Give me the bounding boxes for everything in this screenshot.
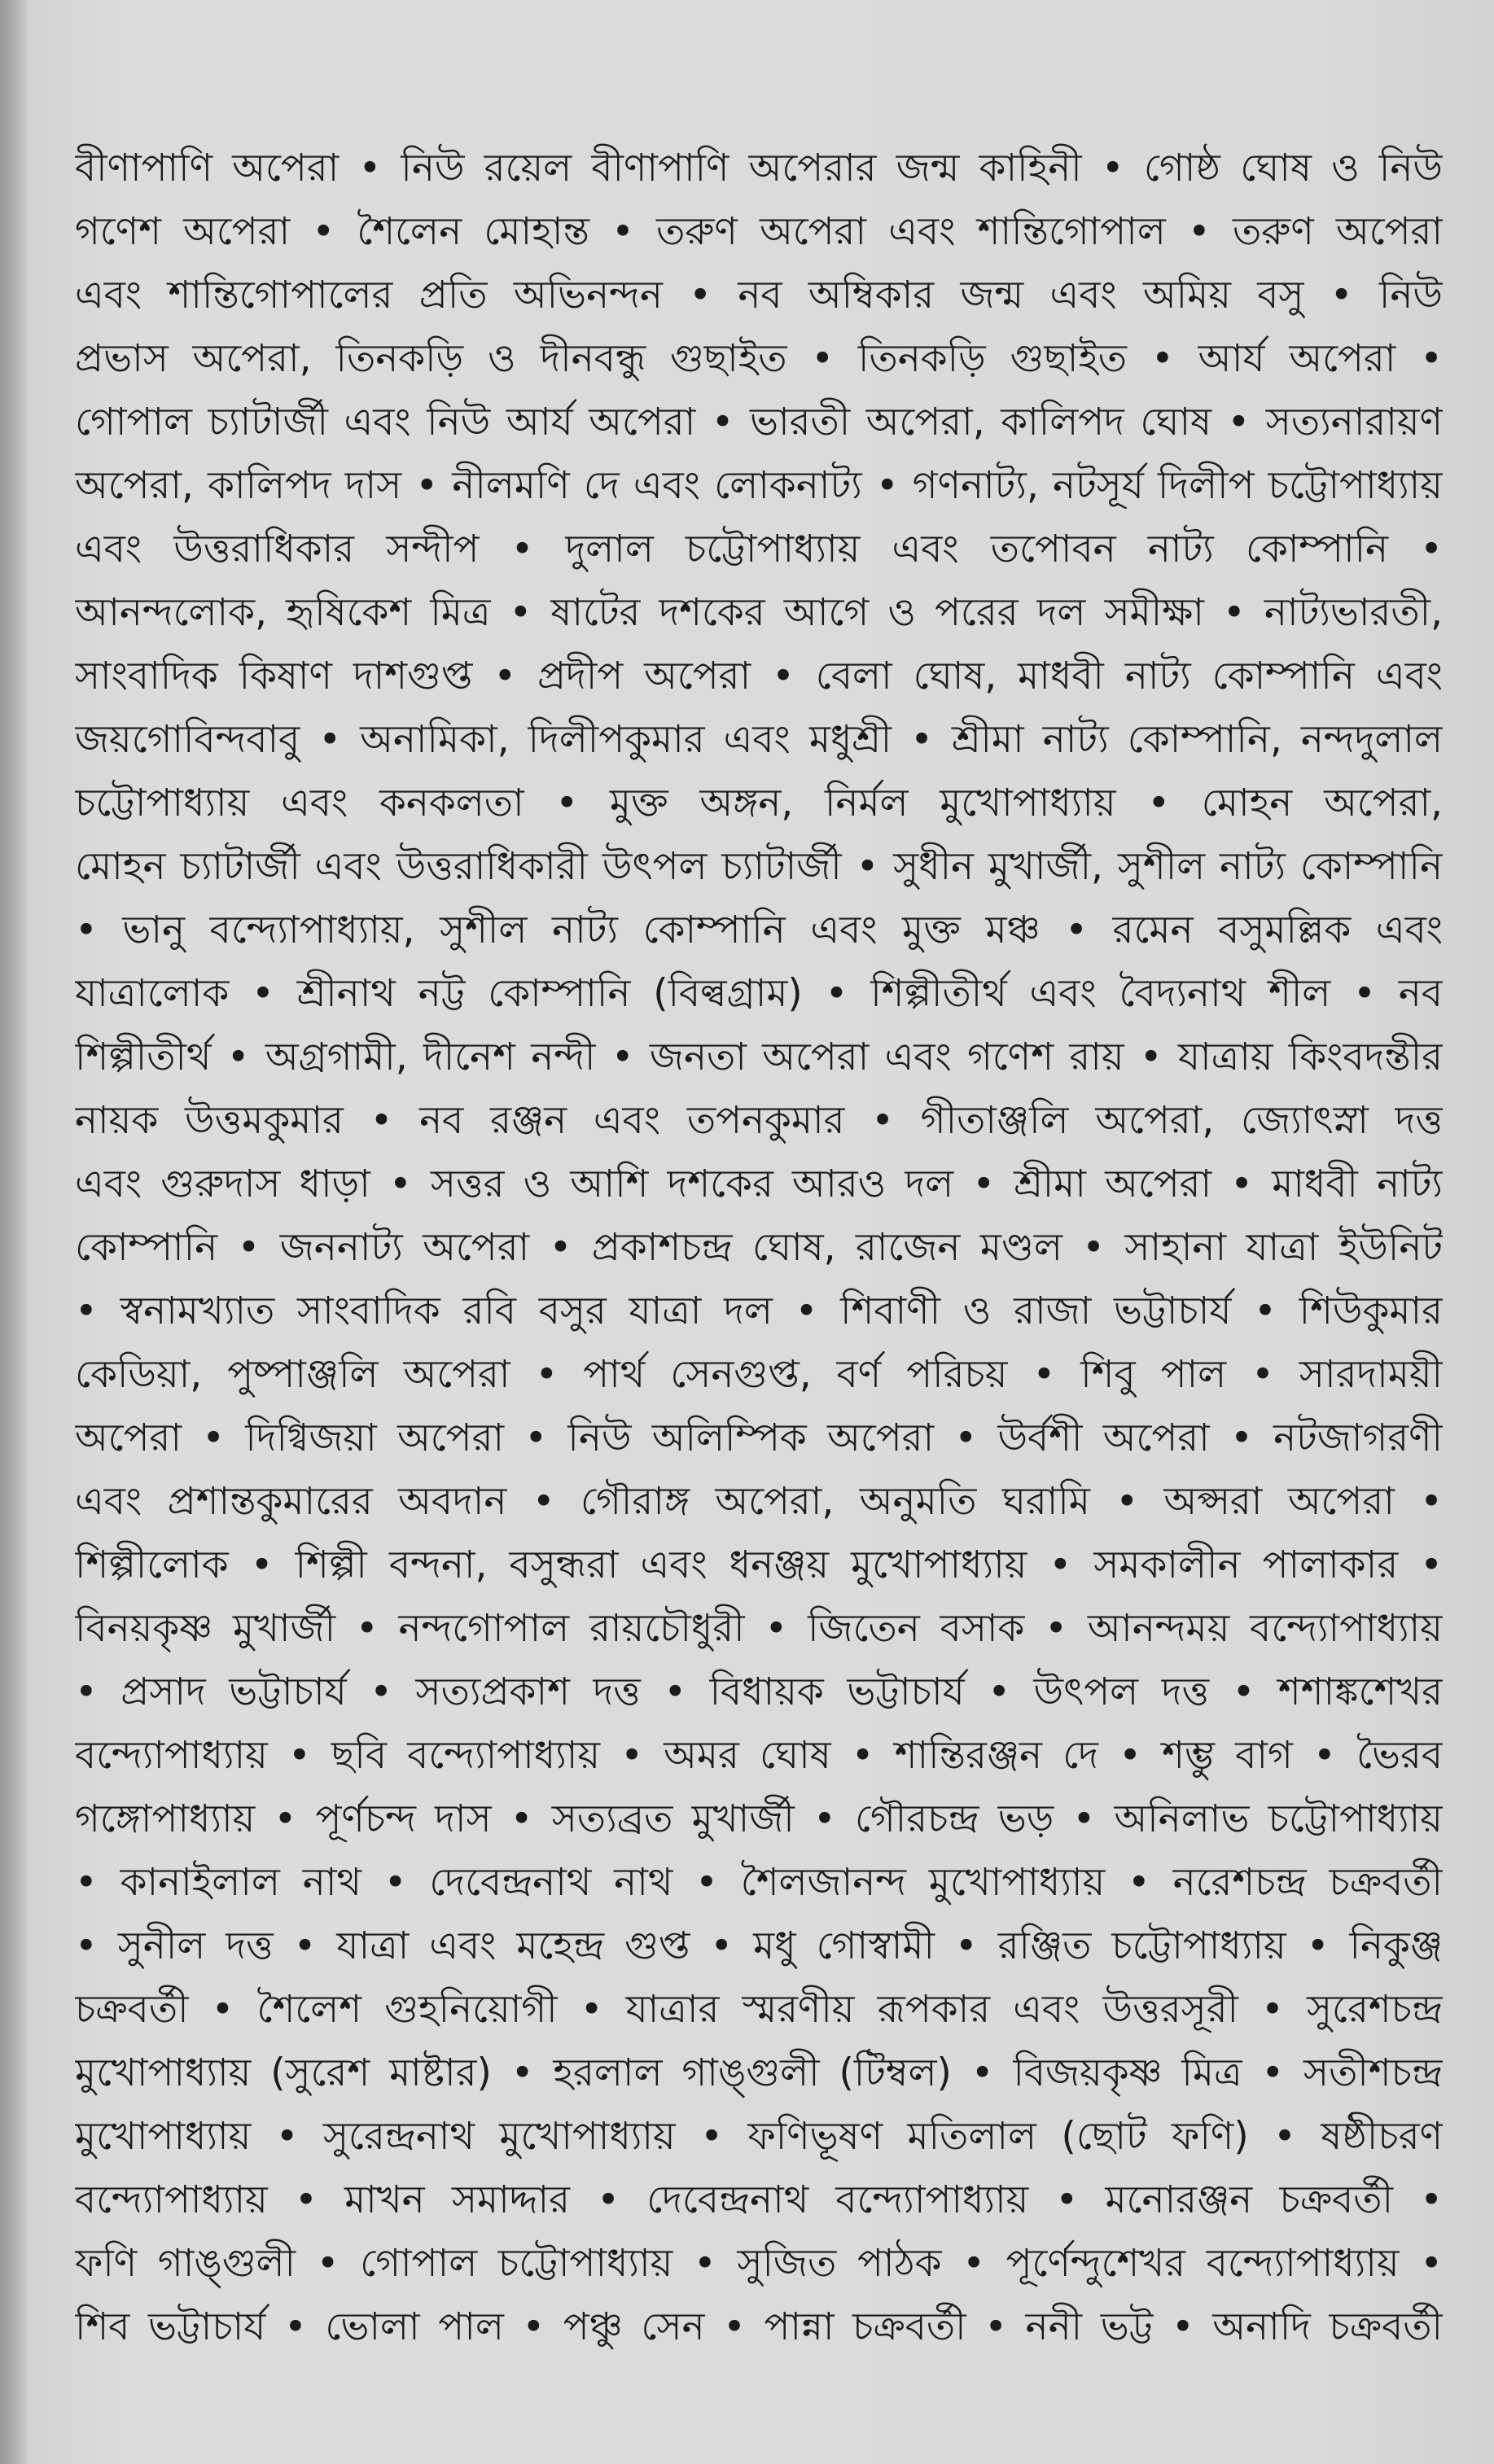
text-line: যাত্রালোক • শ্রীনাথ নট্ট কোম্পানি (বিল্বগ্রাম) • শিল্পীতীর্থ এবং বৈদ্যনাথ শীল • নব	[75, 971, 1443, 1016]
text-line: মুখোপাধ্যায় (সুরেশ মাষ্টার) • হরলাল গাঙ্গুলী (টিম্বল) • বিজয়কৃষ্ণ মিত্র • সতীশচন্দ্র	[75, 2050, 1443, 2095]
text-line: গঙ্গোপাধ্যায় • পূর্ণচন্দ দাস • সত্যব্রত মুখার্জী • গৌরচন্দ্র ভড় • অনিলাভ চট্টোপাধ্যায়	[75, 1797, 1443, 1841]
text-line: এবং উত্তরাধিকার সন্দীপ • দুলাল চট্টোপাধ্যায় এবং তপোবন নাট্য কোম্পানি •	[75, 527, 1443, 571]
text-line: চট্টোপাধ্যায় এবং কনকলতা • মুক্ত অঙ্গন, নির্মল মুখোপাধ্যায় • মোহন অপেরা,	[75, 781, 1443, 825]
text-line: • কানাইলাল নাথ • দেবেন্দ্রনাথ নাথ • শৈলজানন্দ মুখোপাধ্যায় • নরেশচন্দ্র চক্রবর্তী	[75, 1860, 1443, 1905]
text-line: ফণি গাঙ্গুলী • গোপাল চট্টোপাধ্যায় • সুজিত পাঠক • পূর্ণেন্দুশেখর বন্দ্যোপাধ্যায় •	[75, 2241, 1443, 2286]
text-line: শিল্পীলোক • শিল্পী বন্দনা, বসুন্ধরা এবং ধনঞ্জয় মুখোপাধ্যায় • সমকালীন পালাকার •	[75, 1543, 1443, 1587]
text-line: বন্দ্যোপাধ্যায় • মাখন সমাদ্দার • দেবেন্দ্রনাথ বন্দ্যোপাধ্যায় • মনোরঞ্জন চক্রবর্তী •	[75, 2177, 1443, 2222]
text-line: সাংবাদিক কিষাণ দাশগুপ্ত • প্রদীপ অপেরা • বেলা ঘোষ, মাধবী নাট্য কোম্পানি এবং	[75, 654, 1443, 698]
text-line: বিনয়কৃষ্ণ মুখার্জী • নন্দগোপাল রায়চৌধুরী • জিতেন বসাক • আনন্দময় বন্দ্যোপাধ্যায়	[75, 1606, 1443, 1651]
text-line: • সুনীল দত্ত • যাত্রা এবং মহেন্দ্র গুপ্ত • মধু গোস্বামী • রঞ্জিত চট্টোপাধ্যায় • নিকুঞ্জ	[75, 1923, 1443, 1968]
text-line: • ভানু বন্দ্যোপাধ্যায়, সুশীল নাট্য কোম্পানি এবং মুক্ত মঞ্চ • রমেন বসুমল্লিক এবং	[75, 908, 1443, 952]
text-line: প্রভাস অপেরা, তিনকড়ি ও দীনবন্ধু গুছাইত • তিনকড়ি গুছাইত • আর্য অপেরা •	[75, 336, 1443, 381]
text-line: এবং শান্তিগোপালের প্রতি অভিনন্দন • নব অম্বিকার জন্ম এবং অমিয় বসু • নিউ	[75, 273, 1443, 317]
text-line: অপেরা • দিগ্বিজয়া অপেরা • নিউ অলিম্পিক অপেরা • উর্বশী অপেরা • নটজাগরণী	[75, 1416, 1443, 1460]
text-line: আনন্দলোক, হৃষিকেশ মিত্র • ষাটের দশকের আগে ও পরের দল সমীক্ষা • নাট্যভারতী,	[75, 590, 1443, 635]
text-line: মোহন চ্যাটার্জী এবং উত্তরাধিকারী উৎপল চ্যাটার্জী • সুধীন মুখার্জী, সুশীল নাট্য কোম্পানি	[75, 844, 1443, 889]
text-line: কোম্পানি • জননাট্য অপেরা • প্রকাশচন্দ্র ঘোষ, রাজেন মণ্ডল • সাহানা যাত্রা ইউনিট	[75, 1225, 1443, 1270]
text-line: গণেশ অপেরা • শৈলেন মোহান্ত • তরুণ অপেরা এবং শান্তিগোপাল • তরুণ অপেরা	[75, 209, 1443, 254]
text-line: বীণাপাণি অপেরা • নিউ রয়েল বীণাপাণি অপেরার জন্ম কাহিনী • গোষ্ঠ ঘোষ ও নিউ	[75, 146, 1443, 190]
text-line: কেডিয়া, পুষ্পাঞ্জলি অপেরা • পার্থ সেনগুপ্ত, বর্ণ পরিচয় • শিবু পাল • সারদাময়ী	[75, 1352, 1443, 1397]
text-line: শিব ভট্টাচার্য • ভোলা পাল • পঞ্চু সেন • পান্না চক্রবর্তী • ননী ভট্ট • অনাদি চক্রবর্তী	[75, 2304, 1443, 2349]
text-line: এবং প্রশান্তকুমারের অবদান • গৌরাঙ্গ অপেরা, অনুমতি ঘরামি • অপ্সরা অপেরা •	[75, 1479, 1443, 1524]
text-line: • প্রসাদ ভট্টাচার্য • সত্যপ্রকাশ দত্ত • বিধায়ক ভট্টাচার্য • উৎপল দত্ত • শশাঙ্কশেখর	[75, 1670, 1443, 1714]
binding-shadow	[0, 0, 28, 2464]
text-line: চক্রবর্তী • শৈলেশ গুহনিয়োগী • যাত্রার স্মরণীয় রূপকার এবং উত্তরসূরী • সুরেশচন্দ্র	[75, 1987, 1443, 2032]
text-line: • স্বনামখ্যাত সাংবাদিক রবি বসুর যাত্রা দল • শিবাণী ও রাজা ভট্টাচার্য • শিউকুমার	[75, 1289, 1443, 1333]
text-line: শিল্পীতীর্থ • অগ্রগামী, দীনেশ নন্দী • জনতা অপেরা এবং গণেশ রায় • যাত্রায় কিংবদন্তীর	[75, 1035, 1443, 1079]
text-line: বন্দ্যোপাধ্যায় • ছবি বন্দ্যোপাধ্যায় • অমর ঘোষ • শান্তিরঞ্জন দে • শম্ভু বাগ • ভৈরব	[75, 1733, 1443, 1778]
text-line: গোপাল চ্যাটার্জী এবং নিউ আর্য অপেরা • ভারতী অপেরা, কালিপদ ঘোষ • সত্যনারায়ণ	[75, 400, 1443, 444]
text-line: মুখোপাধ্যায় • সুরেন্দ্রনাথ মুখোপাধ্যায় • ফণিভূষণ মতিলাল (ছোট ফণি) • ষষ্ঠীচরণ	[75, 2114, 1443, 2159]
text-line: জয়গোবিন্দবাবু • অনামিকা, দিলীপকুমার এবং মধুশ্রী • শ্রীমা নাট্য কোম্পানি, নন্দদুলাল	[75, 717, 1443, 762]
contents-text-block	[75, 137, 1443, 2359]
text-line: এবং গুরুদাস ধাড়া • সত্তর ও আশি দশকের আরও দল • শ্রীমা অপেরা • মাধবী নাট্য	[75, 1162, 1443, 1206]
text-line: নায়ক উত্তমকুমার • নব রঞ্জন এবং তপনকুমার • গীতাঞ্জলি অপেরা, জ্যোৎস্না দত্ত	[75, 1098, 1443, 1143]
text-line: অপেরা, কালিপদ দাস • নীলমণি দে এবং লোকনাট্য • গণনাট্য, নটসূর্য দিলীপ চট্টোপাধ্যায়	[75, 463, 1443, 508]
